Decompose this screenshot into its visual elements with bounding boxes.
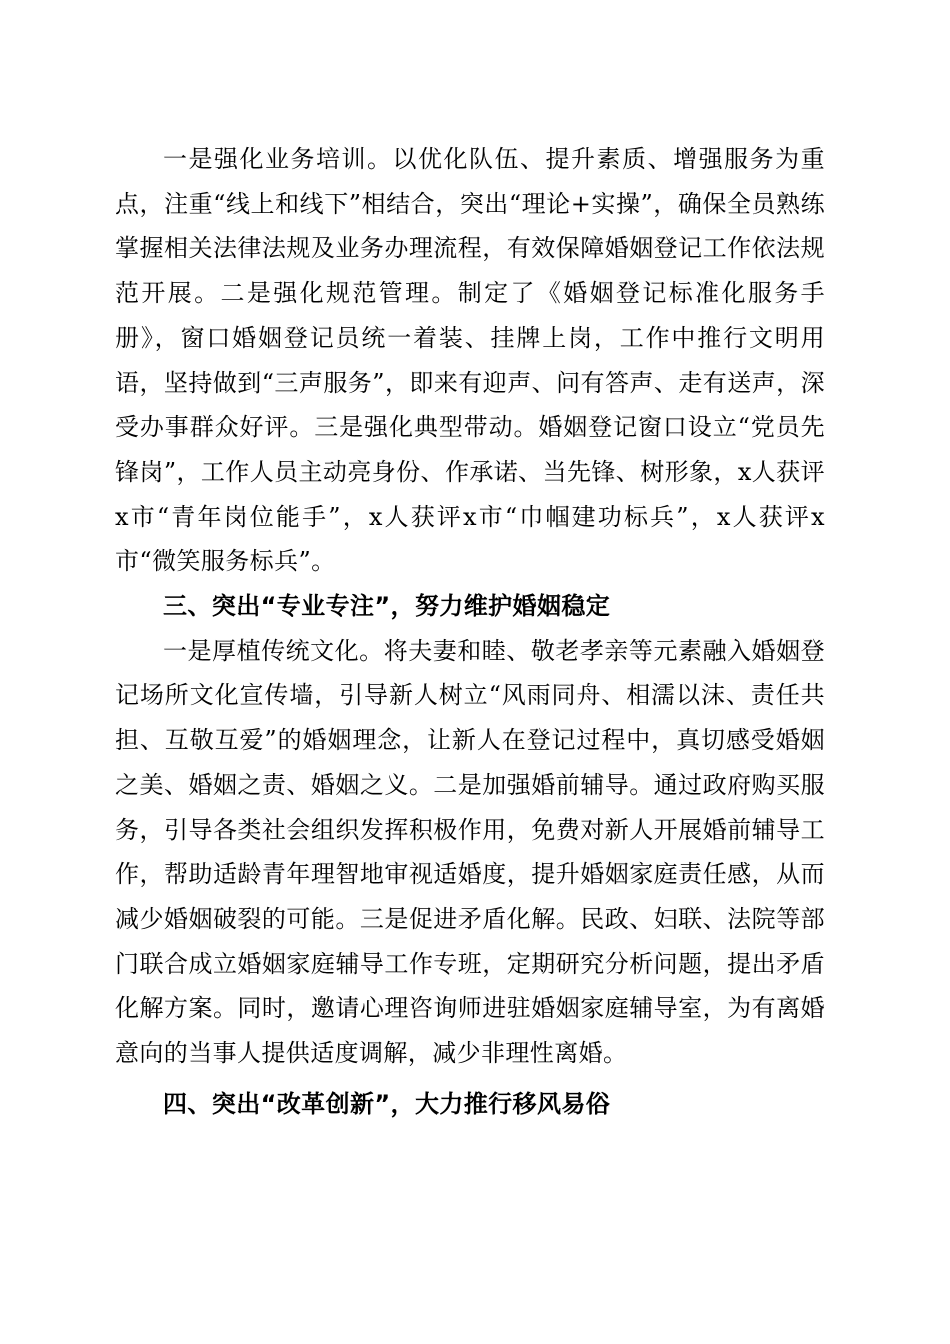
document-body: [115, 137, 825, 1126]
paragraph-training-management: 一是强化业务培训。以优化队伍、提升素质、增强服务为重点，注重“线上和线下”相结合，突出“理论+实操”，确保全员熟练掌握相关法律法规及业务办理流程，有效保障婚姻登记工作依法规范开展。二是强化规范管理。制定了《婚姻登记标准化服务手册》，窗口婚姻登记员统一着装、挂牌上岗，工作中推行文明用语，坚持做到“三声服务”，即来有迎声、问有答声、走有送声，深受办事群众好评。三是强化典型带动。婚姻登记窗口设立“党员先锋岗”，工作人员主动亮身份、作承诺、当先锋、树形象，x人获评x市“青年岗位能手”，x人获评x市“巾帼建功标兵”，x人获评x市“微笑服务标兵”。: [115, 145, 825, 576]
section-heading-three: 三、突出“专业专注”，努力维护婚姻稳定: [163, 592, 611, 621]
section-heading-four: 四、突出“改革创新”，大力推行移风易俗: [163, 1089, 611, 1118]
paragraph-marriage-stability: 一是厚植传统文化。将夫妻和睦、敬老孝亲等元素融入婚姻登记场所文化宣传墙，引导新人树立“风雨同舟、相濡以沫、责任共担、互敬互爱”的婚姻理念，让新人在登记过程中，真切感受婚姻之美、婚姻之责、婚姻之义。二是加强婚前辅导。通过政府购买服务，引导各类社会组织发挥积极作用，免费对新人开展婚前辅导工作，帮助适龄青年理智地审视适婚度，提升婚姻家庭责任感，从而减少婚姻破裂的可能。三是促进矛盾化解。民政、妇联、法院等部门联合成立婚姻家庭辅导工作专班，定期研究分析问题，提出矛盾化解方案。同时，邀请心理咨询师进驻婚姻家庭辅导室，为有离婚意向的当事人提供适度调解，减少非理性离婚。: [115, 636, 825, 1068]
